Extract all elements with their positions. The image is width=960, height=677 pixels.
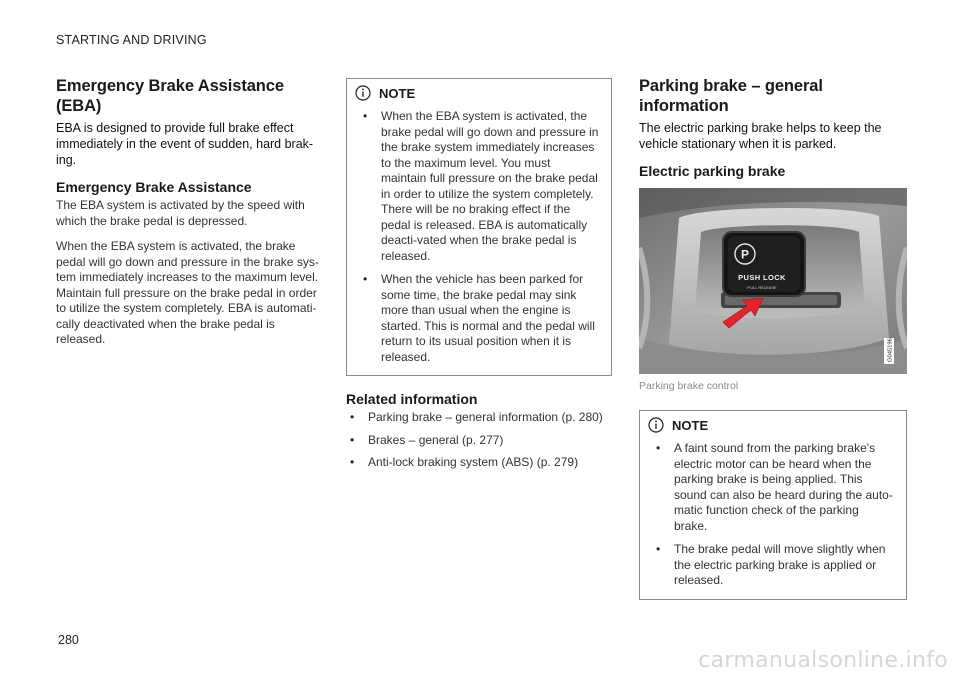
watermark: carmanualsonline.info	[698, 648, 948, 673]
note-box-parking-brake	[639, 410, 907, 600]
note-label: NOTE	[379, 85, 416, 101]
eba-note-column	[346, 78, 612, 478]
list-item: • When the EBA system is activated, the brake pedal will go down and pressure in the brake system immediately increases to the maximum level. You must maintain full pressure on the brake pedal in order to utilize the system completely. There will be no braking effect if the pedal is released. EBA is automatically deacti-vated when the brake pedal is released.	[359, 109, 599, 264]
eba-lead: EBA is designed to provide full brake effect immediately in the event of sudden, hard brak-ing.	[56, 121, 314, 167]
related-link-parking-brake[interactable]: • Parking brake – general information (p. 280)	[346, 410, 612, 426]
related-link-brakes[interactable]: • Brakes – general (p. 277)	[346, 433, 612, 449]
subsection-title-electric-parking-brake: Electric parking brake	[639, 163, 786, 179]
list-item: • When the vehicle has been parked for some time, the brake pedal may sink more than usual when the engine is started. This is normal and the pedal will return to its usual position when it is released.	[359, 272, 599, 365]
related-link-abs[interactable]: • Anti-lock braking system (ABS) (p. 279)	[346, 455, 612, 471]
subsection-title-eba: Emergency Brake Assistance	[56, 179, 252, 195]
note-header	[355, 85, 599, 101]
note-list	[652, 441, 894, 589]
section-title-parking-brake: Parking brake – general information	[639, 77, 823, 115]
image-code: G045196	[887, 338, 894, 362]
parking-brake-pull-release-label: PULL RELEASE	[747, 285, 777, 290]
parking-brake-p-symbol: P	[740, 247, 750, 262]
list-item: • A faint sound from the parking brake's electric motor can be heard when the parking brake is being applied. This sound can also be heard during the auto-matic function check of the parking brake.	[652, 441, 894, 534]
related-list	[346, 410, 612, 471]
parking-brake-section	[639, 76, 907, 600]
page-number: 280	[58, 633, 79, 647]
figure-caption: Parking brake control	[639, 380, 739, 392]
parking-brake-push-lock-label: PUSH LOCK	[738, 273, 786, 282]
eba-section	[56, 76, 322, 358]
running-head: STARTING AND DRIVING	[56, 33, 207, 47]
note-label: NOTE	[672, 417, 709, 433]
parking-brake-lead: The electric parking brake helps to keep the vehicle stationary when it is parked.	[639, 121, 882, 151]
related-information	[346, 390, 612, 471]
list-item: • The brake pedal will move slightly when the electric parking brake is applied or released.	[652, 542, 894, 589]
related-title: Related information	[346, 391, 478, 407]
note-header	[648, 417, 894, 433]
parking-brake-figure	[639, 188, 907, 374]
info-icon	[648, 417, 664, 433]
info-icon	[355, 85, 371, 101]
eba-paragraph-2: When the EBA system is activated, the brake pedal will go down and pressure in the brake sys-tem immediately increases to the maximum level. Maintain full pressure on the brake pedal in order to utilize the system completely. EBA is automati-cally deactivated when the brake pedal is released.	[56, 239, 319, 346]
note-list	[359, 109, 599, 365]
note-box-eba	[346, 78, 612, 376]
eba-paragraph-1: The EBA system is activated by the speed with which the brake pedal is depressed.	[56, 198, 305, 228]
section-title-eba: Emergency Brake Assistance (EBA)	[56, 77, 284, 115]
parking-brake-illustration	[639, 188, 907, 374]
